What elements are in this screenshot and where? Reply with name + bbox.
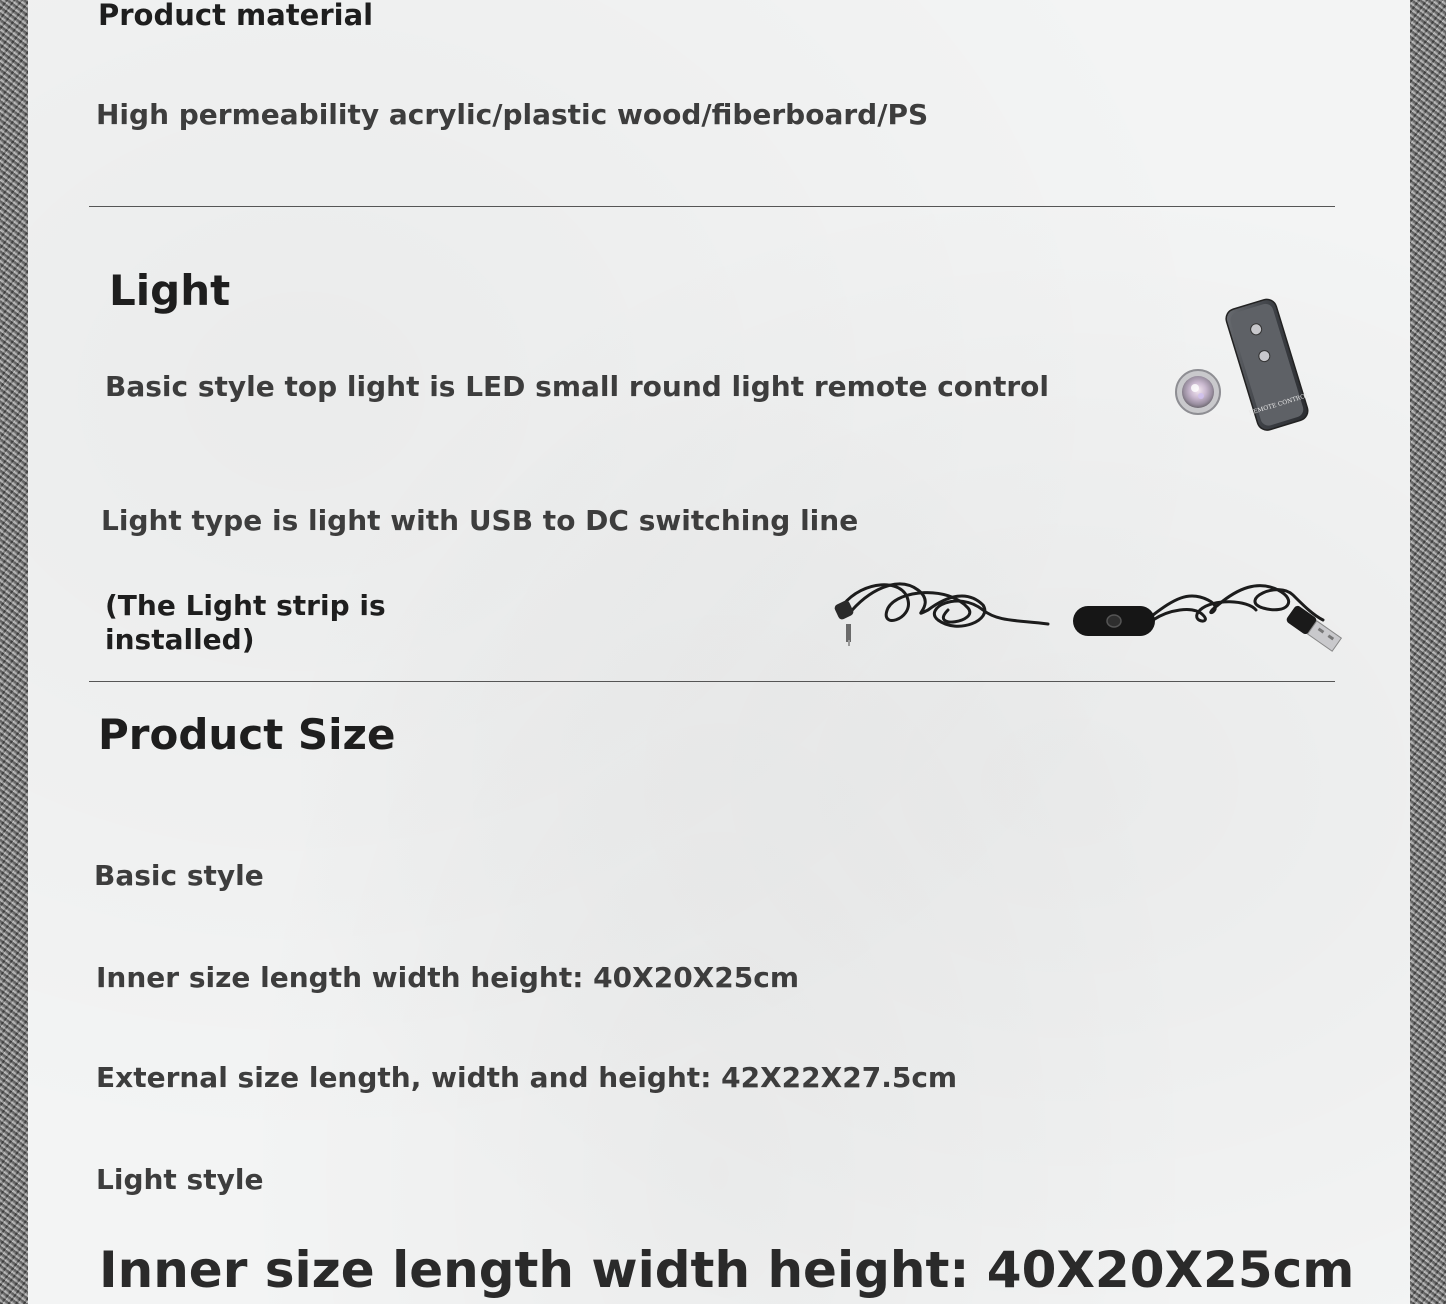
size-basic-external: External size length, width and height: 42X22X27.5cm	[96, 1061, 958, 1094]
light-heading: Light	[109, 266, 231, 315]
light-strip-line1: (The Light strip is	[105, 589, 386, 622]
size-basic-label: Basic style	[94, 859, 264, 892]
size-heading: Product Size	[98, 710, 396, 759]
divider-top	[89, 206, 1335, 207]
size-light-label: Light style	[96, 1163, 264, 1196]
material-text: High permeability acrylic/plastic wood/fiberboard/PS	[96, 98, 929, 131]
product-detail-panel	[28, 0, 1410, 1304]
remote-control-icon	[1219, 295, 1316, 434]
led-round-light-icon	[1176, 370, 1220, 414]
dc-plug-icon	[833, 599, 854, 646]
size-light-inner: Inner size length width height: 40X20X25cm	[99, 1241, 1355, 1299]
light-type-text: Light type is light with USB to DC switching line	[101, 504, 859, 537]
usb-dc-cable-image	[808, 560, 1328, 660]
divider-middle	[89, 681, 1335, 682]
remote-control-image	[1138, 290, 1310, 440]
light-basic-text: Basic style top light is LED small round light remote control	[105, 370, 1049, 403]
usb-plug-icon	[1285, 604, 1342, 653]
light-strip-line2: installed)	[105, 623, 255, 656]
inline-switch-icon	[1073, 606, 1155, 636]
material-heading: Product material	[98, 0, 374, 32]
size-basic-inner: Inner size length width height: 40X20X25cm	[96, 961, 800, 994]
remote-label: REMOTE CONTROL	[1248, 391, 1310, 417]
